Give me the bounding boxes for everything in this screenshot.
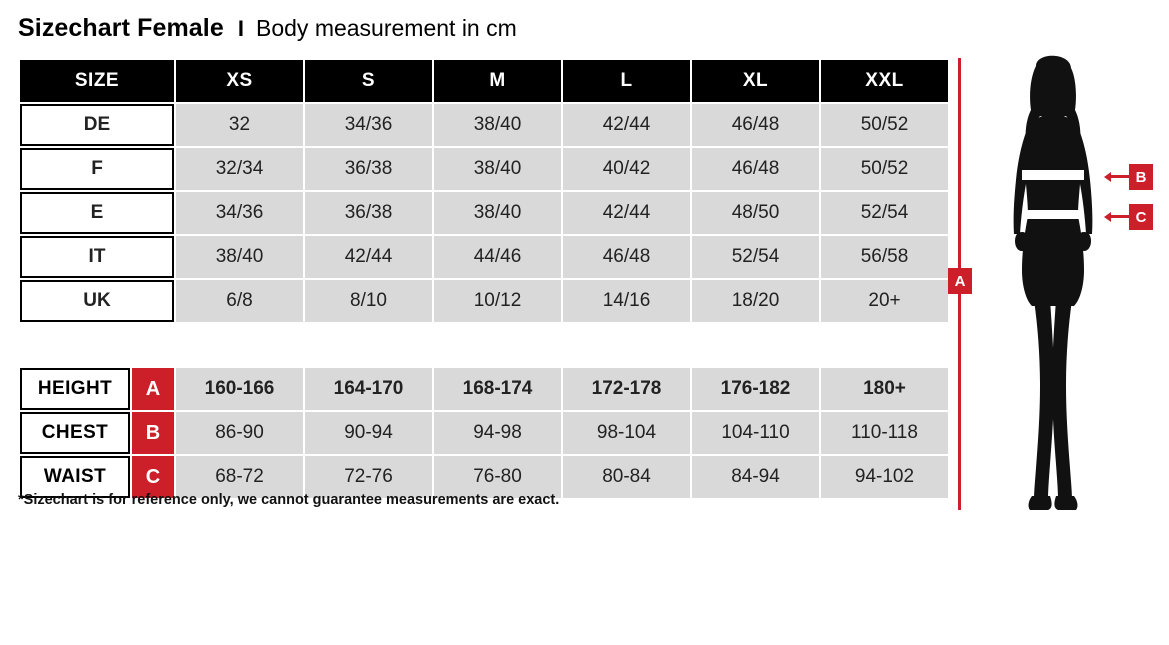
female-silhouette-icon (978, 48, 1128, 518)
cell-f-xs: 32/34 (176, 148, 303, 190)
row-label-it: IT (20, 236, 174, 278)
table-row (20, 236, 948, 278)
header-size-xxl: XXL (821, 60, 948, 102)
cell-de-l: 42/44 (563, 104, 690, 146)
cell-waist-xl: 84-94 (692, 456, 819, 498)
cell-e-xl: 48/50 (692, 192, 819, 234)
cell-height-xl: 176-182 (692, 368, 819, 410)
cell-chest-m: 94-98 (434, 412, 561, 454)
cell-uk-xxl: 20+ (821, 280, 948, 322)
cell-uk-l: 14/16 (563, 280, 690, 322)
marker-chip-b: B (132, 412, 174, 454)
row-label-uk: UK (20, 280, 174, 322)
cell-f-l: 40/42 (563, 148, 690, 190)
page-title (18, 14, 517, 43)
cell-uk-m: 10/12 (434, 280, 561, 322)
cell-uk-xl: 18/20 (692, 280, 819, 322)
title-subtitle: Body measurement in cm (256, 15, 517, 41)
title-separator: I (237, 16, 244, 41)
table-row (20, 280, 948, 322)
header-size-xs: XS (176, 60, 303, 102)
header-size-s: S (305, 60, 432, 102)
measure-name-waist: WAIST (20, 456, 130, 498)
cell-chest-l: 98-104 (563, 412, 690, 454)
table-spacer (20, 324, 948, 366)
row-label-f: F (20, 148, 174, 190)
cell-de-s: 34/36 (305, 104, 432, 146)
table-row (20, 192, 948, 234)
cell-f-xxl: 50/52 (821, 148, 948, 190)
cell-height-l: 172-178 (563, 368, 690, 410)
table-row (20, 368, 948, 410)
footnote: *Sizechart is for reference only, we cannot guarantee measurements are exact. (18, 492, 560, 508)
cell-height-xs: 160-166 (176, 368, 303, 410)
cell-waist-xxl: 94-102 (821, 456, 948, 498)
cell-e-xs: 34/36 (176, 192, 303, 234)
figure-marker-c: C (1129, 204, 1153, 230)
header-size-m: M (434, 60, 561, 102)
row-label-e: E (20, 192, 174, 234)
cell-de-xs: 32 (176, 104, 303, 146)
cell-height-s: 164-170 (305, 368, 432, 410)
cell-f-m: 38/40 (434, 148, 561, 190)
cell-it-xs: 38/40 (176, 236, 303, 278)
cell-chest-xs: 86-90 (176, 412, 303, 454)
marker-chip-a: A (132, 368, 174, 410)
table-row (20, 148, 948, 190)
cell-e-s: 36/38 (305, 192, 432, 234)
header-size-xl: XL (692, 60, 819, 102)
cell-it-xl: 52/54 (692, 236, 819, 278)
figure-marker-a: A (948, 268, 972, 294)
cell-it-xxl: 56/58 (821, 236, 948, 278)
title-main: Sizechart Female (18, 14, 224, 42)
header-size-label: SIZE (20, 60, 174, 102)
cell-de-xxl: 50/52 (821, 104, 948, 146)
measure-name-chest: CHEST (20, 412, 130, 454)
cell-de-m: 38/40 (434, 104, 561, 146)
cell-e-m: 38/40 (434, 192, 561, 234)
marker-chip-c: C (132, 456, 174, 498)
sizechart-table (18, 58, 950, 500)
figure-panel (940, 48, 1169, 518)
table-row (20, 412, 948, 454)
measure-name-height: HEIGHT (20, 368, 130, 410)
cell-chest-s: 90-94 (305, 412, 432, 454)
cell-f-xl: 46/48 (692, 148, 819, 190)
sizechart-table-wrap (18, 58, 943, 500)
cell-it-m: 44/46 (434, 236, 561, 278)
cell-waist-xs: 68-72 (176, 456, 303, 498)
cell-waist-l: 80-84 (563, 456, 690, 498)
cell-height-m: 168-174 (434, 368, 561, 410)
cell-height-xxl: 180+ (821, 368, 948, 410)
cell-it-s: 42/44 (305, 236, 432, 278)
table-row (20, 104, 948, 146)
row-label-de: DE (20, 104, 174, 146)
cell-waist-s: 72-76 (305, 456, 432, 498)
row-label-chest (20, 412, 174, 454)
row-label-height (20, 368, 174, 410)
table-header-row (20, 60, 948, 102)
cell-it-l: 46/48 (563, 236, 690, 278)
cell-uk-s: 8/10 (305, 280, 432, 322)
cell-e-l: 42/44 (563, 192, 690, 234)
cell-e-xxl: 52/54 (821, 192, 948, 234)
header-size-l: L (563, 60, 690, 102)
figure-marker-b: B (1129, 164, 1153, 190)
cell-chest-xxl: 110-118 (821, 412, 948, 454)
cell-f-s: 36/38 (305, 148, 432, 190)
cell-waist-m: 76-80 (434, 456, 561, 498)
cell-chest-xl: 104-110 (692, 412, 819, 454)
cell-uk-xs: 6/8 (176, 280, 303, 322)
cell-de-xl: 46/48 (692, 104, 819, 146)
